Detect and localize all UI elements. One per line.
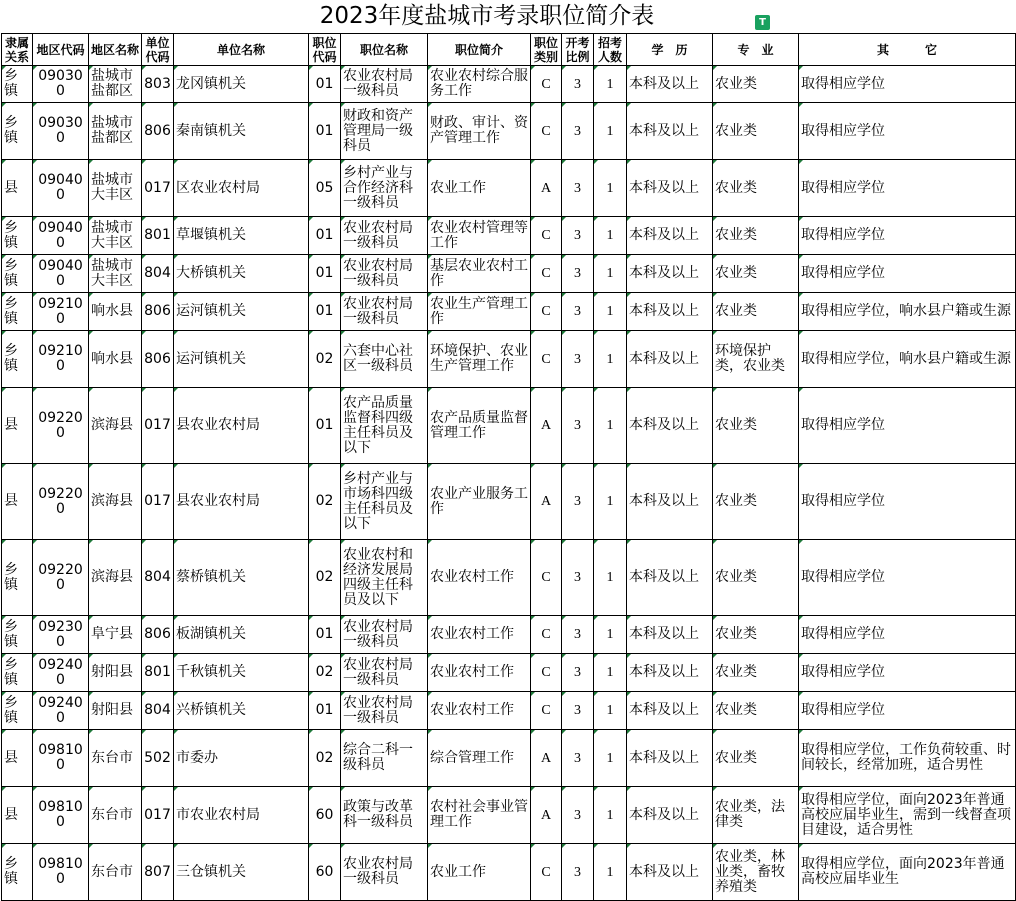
cell-exam-ratio[interactable]: 3	[562, 331, 594, 388]
cell-exam-ratio[interactable]: 3	[562, 844, 594, 901]
cell-position-code[interactable]: 01	[309, 66, 341, 103]
cell-position-code[interactable]: 01	[309, 616, 341, 654]
cell-position-name[interactable]: 农业农村和经济发展局四级主任科员及以下	[341, 540, 428, 616]
cell-affiliation[interactable]: 乡镇	[2, 255, 33, 293]
column-header: 单位代码	[142, 34, 174, 66]
cell-education[interactable]: 本科及以上	[627, 616, 713, 654]
cell-position-code[interactable]: 02	[309, 730, 341, 787]
cell-recruit-count[interactable]: 1	[594, 844, 627, 901]
column-header: 学 历	[627, 34, 713, 66]
cell-exam-ratio[interactable]: 3	[562, 730, 594, 787]
column-header: 职位名称	[341, 34, 428, 66]
cell-unit-code[interactable]: 502	[142, 730, 174, 787]
cell-region-code[interactable]: 092100	[33, 331, 89, 388]
cell-position-desc[interactable]: 基层农业农村工作	[428, 255, 531, 293]
cell-affiliation[interactable]: 乡镇	[2, 331, 33, 388]
cell-other[interactable]: 取得相应学位	[799, 692, 1016, 730]
cell-position-name[interactable]: 农业农村局一级科员	[341, 217, 428, 255]
cell-position-desc[interactable]: 环境保护、农业生产管理工作	[428, 331, 531, 388]
cell-position-desc[interactable]: 农业产业服务工作	[428, 464, 531, 540]
cell-position-desc[interactable]: 农业农村工作	[428, 692, 531, 730]
cell-unit-name[interactable]: 市委办	[174, 730, 309, 787]
cell-region-name[interactable]: 东台市	[89, 844, 142, 901]
cell-other[interactable]: 取得相应学位	[799, 464, 1016, 540]
cell-affiliation[interactable]: 乡镇	[2, 293, 33, 331]
cell-position-name[interactable]: 政策与改革科一级科员	[341, 787, 428, 844]
cell-unit-name[interactable]: 蔡桥镇机关	[174, 540, 309, 616]
cell-region-name[interactable]: 响水县	[89, 293, 142, 331]
cell-education[interactable]: 本科及以上	[627, 654, 713, 692]
cell-unit-name[interactable]: 千秋镇机关	[174, 654, 309, 692]
table-row	[2, 331, 1016, 388]
cell-position-name[interactable]: 财政和资产管理局一级科员	[341, 103, 428, 160]
column-header: 开考比例	[562, 34, 594, 66]
cell-position-name[interactable]: 农业农村局一级科员	[341, 66, 428, 103]
table-row	[2, 730, 1016, 787]
cell-exam-ratio[interactable]: 3	[562, 293, 594, 331]
cell-unit-code[interactable]: 804	[142, 540, 174, 616]
header-row	[2, 34, 1016, 66]
cell-position-code[interactable]: 01	[309, 293, 341, 331]
cell-other[interactable]: 取得相应学位	[799, 616, 1016, 654]
table-row	[2, 540, 1016, 616]
cell-recruit-count[interactable]: 1	[594, 540, 627, 616]
cell-position-name[interactable]: 乡村产业与市场科四级主任科员及以下	[341, 464, 428, 540]
cell-region-code[interactable]: 092200	[33, 540, 89, 616]
cell-unit-code[interactable]: 803	[142, 66, 174, 103]
cell-position-type[interactable]: A	[531, 464, 562, 540]
cell-unit-code[interactable]: 017	[142, 464, 174, 540]
cell-region-code[interactable]: 090300	[33, 66, 89, 103]
cell-position-desc[interactable]: 综合管理工作	[428, 730, 531, 787]
cell-education[interactable]: 本科及以上	[627, 388, 713, 464]
cell-education[interactable]: 本科及以上	[627, 692, 713, 730]
cell-region-code[interactable]: 092400	[33, 692, 89, 730]
column-header: 招考人数	[594, 34, 627, 66]
cell-region-code[interactable]: 090400	[33, 255, 89, 293]
cell-position-name[interactable]: 综合二科一级科员	[341, 730, 428, 787]
cell-position-name[interactable]: 六套中心社区一级科员	[341, 331, 428, 388]
cell-position-type[interactable]: C	[531, 66, 562, 103]
cell-unit-code[interactable]: 806	[142, 616, 174, 654]
cell-other[interactable]: 取得相应学位	[799, 388, 1016, 464]
cell-recruit-count[interactable]: 1	[594, 217, 627, 255]
table-row	[2, 160, 1016, 217]
cell-position-type[interactable]: C	[531, 654, 562, 692]
cell-position-name[interactable]: 农业农村局一级科员	[341, 654, 428, 692]
cell-exam-ratio[interactable]: 3	[562, 255, 594, 293]
cell-exam-ratio[interactable]: 3	[562, 540, 594, 616]
cell-major[interactable]: 农业类	[713, 616, 799, 654]
cell-affiliation[interactable]: 乡镇	[2, 103, 33, 160]
column-header: 地区名称	[89, 34, 142, 66]
cell-unit-name[interactable]: 草堰镇机关	[174, 217, 309, 255]
cell-recruit-count[interactable]: 1	[594, 616, 627, 654]
cell-unit-code[interactable]: 807	[142, 844, 174, 901]
cell-recruit-count[interactable]: 1	[594, 654, 627, 692]
table-row	[2, 654, 1016, 692]
cell-other[interactable]: 取得相应学位，面向2023年普通高校应届毕业生	[799, 844, 1016, 901]
cell-exam-ratio[interactable]: 3	[562, 160, 594, 217]
table-row	[2, 464, 1016, 540]
cell-exam-ratio[interactable]: 3	[562, 692, 594, 730]
table-row	[2, 692, 1016, 730]
cell-exam-ratio[interactable]: 3	[562, 103, 594, 160]
cell-region-code[interactable]: 092200	[33, 388, 89, 464]
cell-unit-code[interactable]: 801	[142, 654, 174, 692]
cell-unit-code[interactable]: 804	[142, 692, 174, 730]
cell-recruit-count[interactable]: 1	[594, 331, 627, 388]
cell-unit-name[interactable]: 市农业农村局	[174, 787, 309, 844]
cell-position-name[interactable]: 农业农村局一级科员	[341, 692, 428, 730]
cell-position-desc[interactable]: 农业农村工作	[428, 616, 531, 654]
cell-region-code[interactable]: 092400	[33, 654, 89, 692]
column-header: 单位名称	[174, 34, 309, 66]
cell-position-type[interactable]: A	[531, 787, 562, 844]
cell-region-code[interactable]: 092100	[33, 293, 89, 331]
cell-position-name[interactable]: 农业农村局一级科员	[341, 616, 428, 654]
cell-unit-code[interactable]: 804	[142, 255, 174, 293]
cell-region-name[interactable]: 滨海县	[89, 388, 142, 464]
cell-major[interactable]: 农业类	[713, 692, 799, 730]
cell-position-type[interactable]: C	[531, 844, 562, 901]
cell-education[interactable]: 本科及以上	[627, 217, 713, 255]
cell-education[interactable]: 本科及以上	[627, 540, 713, 616]
cell-major[interactable]: 农业类	[713, 464, 799, 540]
cell-unit-name[interactable]: 县农业农村局	[174, 464, 309, 540]
table-row	[2, 844, 1016, 901]
cell-affiliation[interactable]: 乡镇	[2, 217, 33, 255]
column-header: 专 业	[713, 34, 799, 66]
cell-recruit-count[interactable]: 1	[594, 160, 627, 217]
cell-region-code[interactable]: 090300	[33, 103, 89, 160]
cell-region-name[interactable]: 盐城市盐都区	[89, 103, 142, 160]
cell-major[interactable]: 农业类	[713, 293, 799, 331]
table-row	[2, 103, 1016, 160]
cell-unit-code[interactable]: 017	[142, 160, 174, 217]
cell-exam-ratio[interactable]: 3	[562, 66, 594, 103]
cell-affiliation[interactable]: 县	[2, 730, 33, 787]
cell-position-type[interactable]: C	[531, 616, 562, 654]
cell-major[interactable]: 农业类	[713, 217, 799, 255]
cell-position-type[interactable]: C	[531, 217, 562, 255]
table-row	[2, 616, 1016, 654]
cell-recruit-count[interactable]: 1	[594, 255, 627, 293]
cell-unit-name[interactable]: 兴桥镇机关	[174, 692, 309, 730]
cell-education[interactable]: 本科及以上	[627, 787, 713, 844]
cell-recruit-count[interactable]: 1	[594, 730, 627, 787]
cell-position-code[interactable]: 60	[309, 844, 341, 901]
column-header: 其 它	[799, 34, 1016, 66]
cell-education[interactable]: 本科及以上	[627, 730, 713, 787]
cell-position-desc[interactable]: 农业农村管理等工作	[428, 217, 531, 255]
cell-affiliation[interactable]: 乡镇	[2, 540, 33, 616]
cell-region-code[interactable]: 090400	[33, 160, 89, 217]
cell-affiliation[interactable]: 乡镇	[2, 844, 33, 901]
cell-affiliation[interactable]: 乡镇	[2, 66, 33, 103]
cell-education[interactable]: 本科及以上	[627, 293, 713, 331]
column-header: 职位简介	[428, 34, 531, 66]
cell-position-type[interactable]: C	[531, 255, 562, 293]
cell-position-desc[interactable]: 农业工作	[428, 160, 531, 217]
table-row	[2, 293, 1016, 331]
cell-position-type[interactable]: C	[531, 293, 562, 331]
cell-recruit-count[interactable]: 1	[594, 66, 627, 103]
cell-region-code[interactable]: 092300	[33, 616, 89, 654]
cell-other[interactable]: 取得相应学位，响水县户籍或生源	[799, 293, 1016, 331]
cell-position-type[interactable]: C	[531, 103, 562, 160]
cell-position-desc[interactable]: 农业生产管理工作	[428, 293, 531, 331]
cell-other[interactable]: 取得相应学位，面向2023年普通高校应届毕业生，需到一线督查项目建设，适合男性	[799, 787, 1016, 844]
cell-region-name[interactable]: 射阳县	[89, 654, 142, 692]
cell-region-name[interactable]: 滨海县	[89, 464, 142, 540]
cell-major[interactable]: 农业类	[713, 160, 799, 217]
cell-education[interactable]: 本科及以上	[627, 66, 713, 103]
cell-major[interactable]: 农业类	[713, 255, 799, 293]
cell-exam-ratio[interactable]: 3	[562, 654, 594, 692]
cell-exam-ratio[interactable]: 3	[562, 464, 594, 540]
cell-position-name[interactable]: 农产品质量监督科四级主任科员及以下	[341, 388, 428, 464]
cell-position-code[interactable]: 01	[309, 103, 341, 160]
cell-unit-name[interactable]: 龙冈镇机关	[174, 66, 309, 103]
cell-affiliation[interactable]: 县	[2, 464, 33, 540]
cell-position-type[interactable]: C	[531, 540, 562, 616]
cell-unit-name[interactable]: 三仓镇机关	[174, 844, 309, 901]
cell-unit-code[interactable]: 806	[142, 103, 174, 160]
title-text: 2023年度盐城市考录职位简介表	[319, 3, 655, 29]
cell-unit-code[interactable]: 801	[142, 217, 174, 255]
cell-major[interactable]: 农业类	[713, 388, 799, 464]
cell-affiliation[interactable]: 县	[2, 160, 33, 217]
cell-education[interactable]: 本科及以上	[627, 331, 713, 388]
cell-major[interactable]: 农业类	[713, 730, 799, 787]
text-marker-icon: T	[755, 15, 770, 30]
cell-unit-name[interactable]: 运河镇机关	[174, 293, 309, 331]
cell-position-code[interactable]: 60	[309, 787, 341, 844]
cell-region-name[interactable]: 东台市	[89, 787, 142, 844]
cell-recruit-count[interactable]: 1	[594, 692, 627, 730]
cell-other[interactable]: 取得相应学位	[799, 654, 1016, 692]
cell-region-name[interactable]: 阜宁县	[89, 616, 142, 654]
cell-position-code[interactable]: 02	[309, 654, 341, 692]
cell-position-type[interactable]: A	[531, 388, 562, 464]
column-header: 职位代码	[309, 34, 341, 66]
cell-unit-name[interactable]: 区农业农村局	[174, 160, 309, 217]
cell-region-name[interactable]: 响水县	[89, 331, 142, 388]
cell-recruit-count[interactable]: 1	[594, 388, 627, 464]
cell-recruit-count[interactable]: 1	[594, 103, 627, 160]
cell-position-desc[interactable]: 农村社会事业管理工作	[428, 787, 531, 844]
cell-position-code[interactable]: 01	[309, 388, 341, 464]
cell-exam-ratio[interactable]: 3	[562, 787, 594, 844]
cell-position-name[interactable]: 农业农村局一级科员	[341, 293, 428, 331]
cell-region-name[interactable]: 盐城市大丰区	[89, 217, 142, 255]
cell-unit-name[interactable]: 秦南镇机关	[174, 103, 309, 160]
cell-exam-ratio[interactable]: 3	[562, 217, 594, 255]
cell-unit-code[interactable]: 017	[142, 388, 174, 464]
cell-affiliation[interactable]: 县	[2, 388, 33, 464]
cell-unit-name[interactable]: 县农业农村局	[174, 388, 309, 464]
cell-major[interactable]: 农业类	[713, 540, 799, 616]
page-title	[0, 0, 986, 33]
cell-position-desc[interactable]: 农业农村工作	[428, 654, 531, 692]
cell-position-code[interactable]: 01	[309, 255, 341, 293]
cell-position-code[interactable]: 02	[309, 540, 341, 616]
cell-education[interactable]: 本科及以上	[627, 464, 713, 540]
cell-position-desc[interactable]: 农产品质量监督管理工作	[428, 388, 531, 464]
cell-position-name[interactable]: 乡村产业与合作经济科一级科员	[341, 160, 428, 217]
cell-unit-code[interactable]: 806	[142, 331, 174, 388]
cell-unit-name[interactable]: 板湖镇机关	[174, 616, 309, 654]
cell-exam-ratio[interactable]: 3	[562, 616, 594, 654]
cell-region-name[interactable]: 盐城市盐都区	[89, 66, 142, 103]
cell-position-code[interactable]: 05	[309, 160, 341, 217]
cell-region-code[interactable]: 098100	[33, 844, 89, 901]
cell-education[interactable]: 本科及以上	[627, 844, 713, 901]
cell-region-code[interactable]: 098100	[33, 787, 89, 844]
cell-other[interactable]: 取得相应学位，工作负荷较重、时间较长，经常加班，适合男性	[799, 730, 1016, 787]
cell-other[interactable]: 取得相应学位	[799, 217, 1016, 255]
cell-major[interactable]: 农业类，法律类	[713, 787, 799, 844]
column-header: 职位类别	[531, 34, 562, 66]
cell-region-name[interactable]: 盐城市大丰区	[89, 160, 142, 217]
cell-major[interactable]: 农业类	[713, 66, 799, 103]
cell-position-code[interactable]: 01	[309, 217, 341, 255]
cell-other[interactable]: 取得相应学位	[799, 160, 1016, 217]
cell-unit-name[interactable]: 大桥镇机关	[174, 255, 309, 293]
cell-other[interactable]: 取得相应学位	[799, 103, 1016, 160]
cell-major[interactable]: 农业类	[713, 103, 799, 160]
cell-region-name[interactable]: 盐城市大丰区	[89, 255, 142, 293]
cell-position-type[interactable]: A	[531, 160, 562, 217]
cell-position-type[interactable]: C	[531, 692, 562, 730]
cell-recruit-count[interactable]: 1	[594, 293, 627, 331]
positions-table	[1, 33, 1016, 901]
cell-unit-name[interactable]: 运河镇机关	[174, 331, 309, 388]
cell-region-name[interactable]: 滨海县	[89, 540, 142, 616]
cell-education[interactable]: 本科及以上	[627, 255, 713, 293]
cell-education[interactable]: 本科及以上	[627, 160, 713, 217]
cell-position-desc[interactable]: 农业农村综合服务工作	[428, 66, 531, 103]
cell-other[interactable]: 取得相应学位	[799, 66, 1016, 103]
cell-position-code[interactable]: 02	[309, 464, 341, 540]
cell-major[interactable]: 环境保护类，农业类	[713, 331, 799, 388]
cell-exam-ratio[interactable]: 3	[562, 388, 594, 464]
cell-position-code[interactable]: 01	[309, 692, 341, 730]
table-row	[2, 217, 1016, 255]
cell-other[interactable]: 取得相应学位，响水县户籍或生源	[799, 331, 1016, 388]
cell-unit-code[interactable]: 017	[142, 787, 174, 844]
cell-position-desc[interactable]: 农业工作	[428, 844, 531, 901]
cell-region-name[interactable]: 射阳县	[89, 692, 142, 730]
cell-region-code[interactable]: 098100	[33, 730, 89, 787]
cell-education[interactable]: 本科及以上	[627, 103, 713, 160]
cell-other[interactable]: 取得相应学位	[799, 540, 1016, 616]
cell-position-desc[interactable]: 农业农村工作	[428, 540, 531, 616]
column-header: 隶属关系	[2, 34, 33, 66]
cell-region-name[interactable]: 东台市	[89, 730, 142, 787]
cell-major[interactable]: 农业类，林业类，畜牧养殖类	[713, 844, 799, 901]
table-row	[2, 66, 1016, 103]
table-row	[2, 388, 1016, 464]
cell-region-code[interactable]: 092200	[33, 464, 89, 540]
column-header: 地区代码	[33, 34, 89, 66]
cell-major[interactable]: 农业类	[713, 654, 799, 692]
cell-affiliation[interactable]: 县	[2, 787, 33, 844]
cell-affiliation[interactable]: 乡镇	[2, 616, 33, 654]
cell-affiliation[interactable]: 乡镇	[2, 692, 33, 730]
table-row	[2, 255, 1016, 293]
cell-position-name[interactable]: 农业农村局一级科员	[341, 844, 428, 901]
cell-recruit-count[interactable]: 1	[594, 464, 627, 540]
cell-other[interactable]: 取得相应学位	[799, 255, 1016, 293]
cell-position-desc[interactable]: 财政、审计、资产管理工作	[428, 103, 531, 160]
cell-recruit-count[interactable]: 1	[594, 787, 627, 844]
cell-position-code[interactable]: 02	[309, 331, 341, 388]
table-row	[2, 787, 1016, 844]
cell-position-type[interactable]: A	[531, 730, 562, 787]
cell-affiliation[interactable]: 乡镇	[2, 654, 33, 692]
cell-position-type[interactable]: C	[531, 331, 562, 388]
cell-region-code[interactable]: 090400	[33, 217, 89, 255]
cell-position-name[interactable]: 农业农村局一级科员	[341, 255, 428, 293]
cell-unit-code[interactable]: 806	[142, 293, 174, 331]
